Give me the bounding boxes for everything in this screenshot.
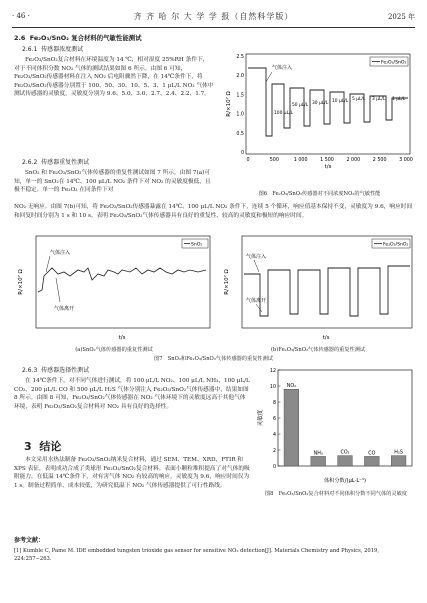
- bar-category-label: CO: [368, 451, 376, 457]
- x-tick-label: 500: [269, 158, 279, 163]
- x-tick-label: 1 000: [293, 158, 308, 163]
- paragraph-repeatability-test-part-1: [14, 169, 214, 203]
- bar: [311, 456, 326, 466]
- concentration-label: 30 μL/L: [312, 101, 329, 106]
- figure-7a-sno2-repeatability-plot: [14, 232, 214, 344]
- subsection-number: 2.6.3: [22, 367, 38, 374]
- figure-8-selectivity-bar-chart: [254, 364, 418, 488]
- figure-6-caption: 图6 Fe₂O₃/SnO₂传感器对不同浓度NO₂的气敏性能: [258, 191, 381, 197]
- paragraph-text: NO₂ 无响应。由图 7(b)可知，将 Fe₂O₃/SnO₂传感器暴露在 14℃、100 μL/L NO₂ 条件下，连续 5 个循环，响应值基本保持不变，灵敏度为 9.6，响应时间和回复时间分别为 1 s 和 10 s。表明 Fe₂O₃/SnO₂气体传感器具有良好的重复性、较高的灵敏度和极短的响应时间。: [14, 204, 413, 219]
- x-axis-label: 体积分数/(μL·L⁻¹): [323, 478, 367, 484]
- injection-arrow: [254, 260, 259, 272]
- x-axis-label: t/s: [118, 335, 126, 341]
- subsection-heading-2-6-1: [22, 46, 83, 54]
- bar: [284, 389, 299, 466]
- figure-7b-subcaption: (b)Fe₂O₃/SnO₂气体传感器的重复性测试: [270, 347, 366, 353]
- figure-7-caption: 图7 SnO₂和Fe₂O₃/SnO₂气体传感器的重复性测试: [154, 356, 273, 362]
- bar: [391, 456, 406, 466]
- x-tick-labels: [246, 157, 412, 163]
- x-axis-label: t/s: [324, 164, 332, 170]
- figure-7b-composite-repeatability-plot: [220, 232, 416, 344]
- concentration-label: 5 μL/L: [352, 97, 366, 102]
- y-tick-label: 2.0: [236, 74, 244, 80]
- bar-category-label: NH₃: [313, 451, 323, 457]
- figure-7a-subcaption: (a)SnO₂气体传感器的重复性测试: [75, 347, 153, 353]
- subsection-title: 传感器选择性测试: [41, 367, 90, 374]
- paragraph-text: Fe₂O₃/SnO₂复合材料在环境温度为 14 ℃，相对湿度 25%RH 条件下，对于不同体积分数 NO₂ 气体的测试结果如图 6 所示。由图 6 可知，Fe₂O₃/SnO₂传感器材料在注入 NO₂ 后电阻骤然下降，在 14℃条件下，将 Fe₂O₃/SnO₂传感器分别置于 100、50、30、10、5、3、1 μL/L NO₂ 气体中测试传感器的灵敏度，灵敏度分别为 9.6、5.0、3.0、2.7、2.4、2.2、1.7。: [14, 57, 214, 97]
- paragraph-text: 在 14℃条件下，对不同气体进行测试，将 100 μL/L NO₂、100 μL/L NH₃、100 μL/L CO₂、200 μL/L CO 和 500 μL/L H₂S 气体分别注入 Fe₂O₃/SnO₂气体传感器中，结果如图 8 所示。由图 8 可知，Fe₂O₃/SnO₂气体传感器在 NO₂ 气体环境下的灵敏度远高于其他气体环境，表明 Fe₂O₃/SnO₂复合材料对 NO₂ 具有良好的选择性。: [14, 378, 250, 410]
- gas-injection-label: 气体注入: [50, 250, 71, 256]
- concentration-label: 50 μL/L: [292, 103, 309, 108]
- concentration-label: 10 μL/L: [332, 99, 349, 104]
- resistance-curve: [38, 268, 206, 292]
- y-axis-label: R/×10⁷ Ω: [226, 91, 232, 117]
- paragraph-text: 本文采用水热法制备 Fe₂O₃/SnO₂纳米复合材料，通过 SEM、TEM、XRD、FTIR 和 XPS 表征，表明成功合成了类球形 Fe₂O₃/SnO₂复合材料。表面小颗粒堆积提高了对气体的吸附能力，在低温 14℃条件下，对有害气体 NO₂ 有较高的响应，灵敏度为 9.6，响应时间仅为 1 s。制备过程简单、成本较低，为研究低温下 NO₂ 气体传感器提供了可行性路线。: [14, 457, 250, 489]
- bars: [284, 383, 406, 466]
- y-tick-label: 0.5: [236, 131, 244, 137]
- subsection-heading-2-6-3: [22, 367, 89, 375]
- y-axis-label: R/×10⁷ Ω: [18, 269, 24, 295]
- paragraph-conclusion-part-1: [14, 456, 250, 526]
- page-number: · 46 ·: [12, 12, 30, 20]
- y-tick-label: 12: [269, 368, 276, 374]
- bar: [364, 456, 379, 466]
- bar-category-label: CO₂: [340, 450, 350, 456]
- y-tick-label: 4: [272, 432, 276, 438]
- section-number: 3: [24, 440, 32, 453]
- concentration-label: 3 μL/L: [372, 97, 386, 102]
- resistance-curve: [244, 266, 410, 316]
- subsection-number: 2.6.1: [22, 46, 38, 53]
- x-axis-label: t/s: [322, 335, 330, 341]
- subsection-title: 传感器浓度测试: [41, 46, 84, 53]
- bar-category-label: H₂S: [394, 450, 403, 456]
- y-tick-label: 1.0: [236, 112, 244, 118]
- journal-name: 齐 齐 哈 尔 大 学 学 报（自然科学版）: [133, 12, 294, 21]
- header-rule: [12, 27, 415, 28]
- figure-8-caption: 图8 Fe₂O₃/SnO₂复合材料对不同体积分数不同气体的灵敏度: [264, 491, 407, 497]
- y-tick-labels: [270, 368, 281, 470]
- x-tick-label: 1 500: [320, 158, 334, 163]
- subsection-title: 传感器重复性测试: [41, 159, 90, 166]
- y-tick-label: 6: [272, 416, 276, 422]
- section-number: 2.6: [14, 34, 26, 42]
- section-title: 结论: [39, 440, 62, 453]
- gas-injection-label: 气体注入: [246, 254, 267, 260]
- figure-6-resistance-plot: [220, 44, 416, 188]
- subsection-heading-2-6-2: [22, 159, 89, 167]
- paragraph-concentration-test: [14, 56, 214, 158]
- y-axis-label: 灵敏度: [258, 409, 264, 427]
- x-tick-label: 2 500: [372, 158, 387, 163]
- legend-label: SnO₂: [191, 242, 203, 248]
- legend-label: Fe₂O₃/SnO₂: [383, 242, 409, 248]
- concentration-label: 1 μL/L: [392, 97, 406, 102]
- y-tick-label: 1.5: [236, 93, 244, 99]
- subsection-number: 2.6.2: [22, 159, 38, 166]
- x-tick-label: 2 000: [346, 158, 361, 163]
- reference-item: [1] Kumble C, Pame M. IDE embedded tungsten trioxide gas sensor for sensitive NO₂ detection[J]. Materials Chemistry and Physics, 2019, 224:257−263.: [14, 548, 379, 562]
- y-tick-label: 0: [272, 464, 276, 470]
- y-tick-label: 10: [269, 384, 276, 390]
- x-tick-label: 0: [246, 158, 250, 163]
- references-heading: 参考文献：: [14, 537, 45, 544]
- gas-release-label: 气体离开: [246, 298, 267, 304]
- gas-release-label: 气体离开: [54, 306, 75, 312]
- release-arrow: [256, 304, 262, 312]
- reference-list: [14, 548, 417, 568]
- y-tick-label: 8: [272, 400, 276, 406]
- section-title: Fe₂O₃/SnO₂ 复合材料的气敏性能测试: [29, 34, 142, 42]
- y-tick-label: 0: [240, 151, 244, 156]
- injection-arrow: [266, 72, 272, 82]
- journal-year: 2025 年: [387, 13, 415, 21]
- gas-injection-label: 气体注入: [272, 65, 293, 71]
- section-heading-2-6: [14, 34, 142, 43]
- paragraph-selectivity-test: [14, 377, 250, 437]
- y-tick-labels: [236, 54, 244, 156]
- section-heading-3: [24, 440, 61, 453]
- bar-category-label: NO₂: [286, 384, 297, 390]
- injection-arrow: [46, 256, 50, 272]
- y-tick-label: 2: [272, 448, 276, 454]
- y-axis-label: R/×10⁷ Ω: [224, 269, 230, 295]
- y-tick-label: 2.5: [236, 55, 244, 60]
- bar: [338, 456, 353, 466]
- x-tick-label: 3 000: [399, 158, 413, 163]
- release-arrow: [56, 278, 60, 302]
- legend-label: Fe₂O₃/SnO₂: [381, 60, 407, 66]
- paragraph-repeatability-test-part-2: [14, 203, 417, 229]
- concentration-label: 100 μL/L: [274, 111, 293, 116]
- paragraph-text: SnO₂ 和 Fe₂O₃/SnO₂气体传感器的重复性测试如图 7 所示。由图 7(a)可知，单一的 SnO₂在 14℃、100 μL/L NO₂ 条件下对 NO₂ 的灵敏度极低，且极不稳定。单一的 Fe₂O₃ 在同条件下对: [14, 170, 211, 193]
